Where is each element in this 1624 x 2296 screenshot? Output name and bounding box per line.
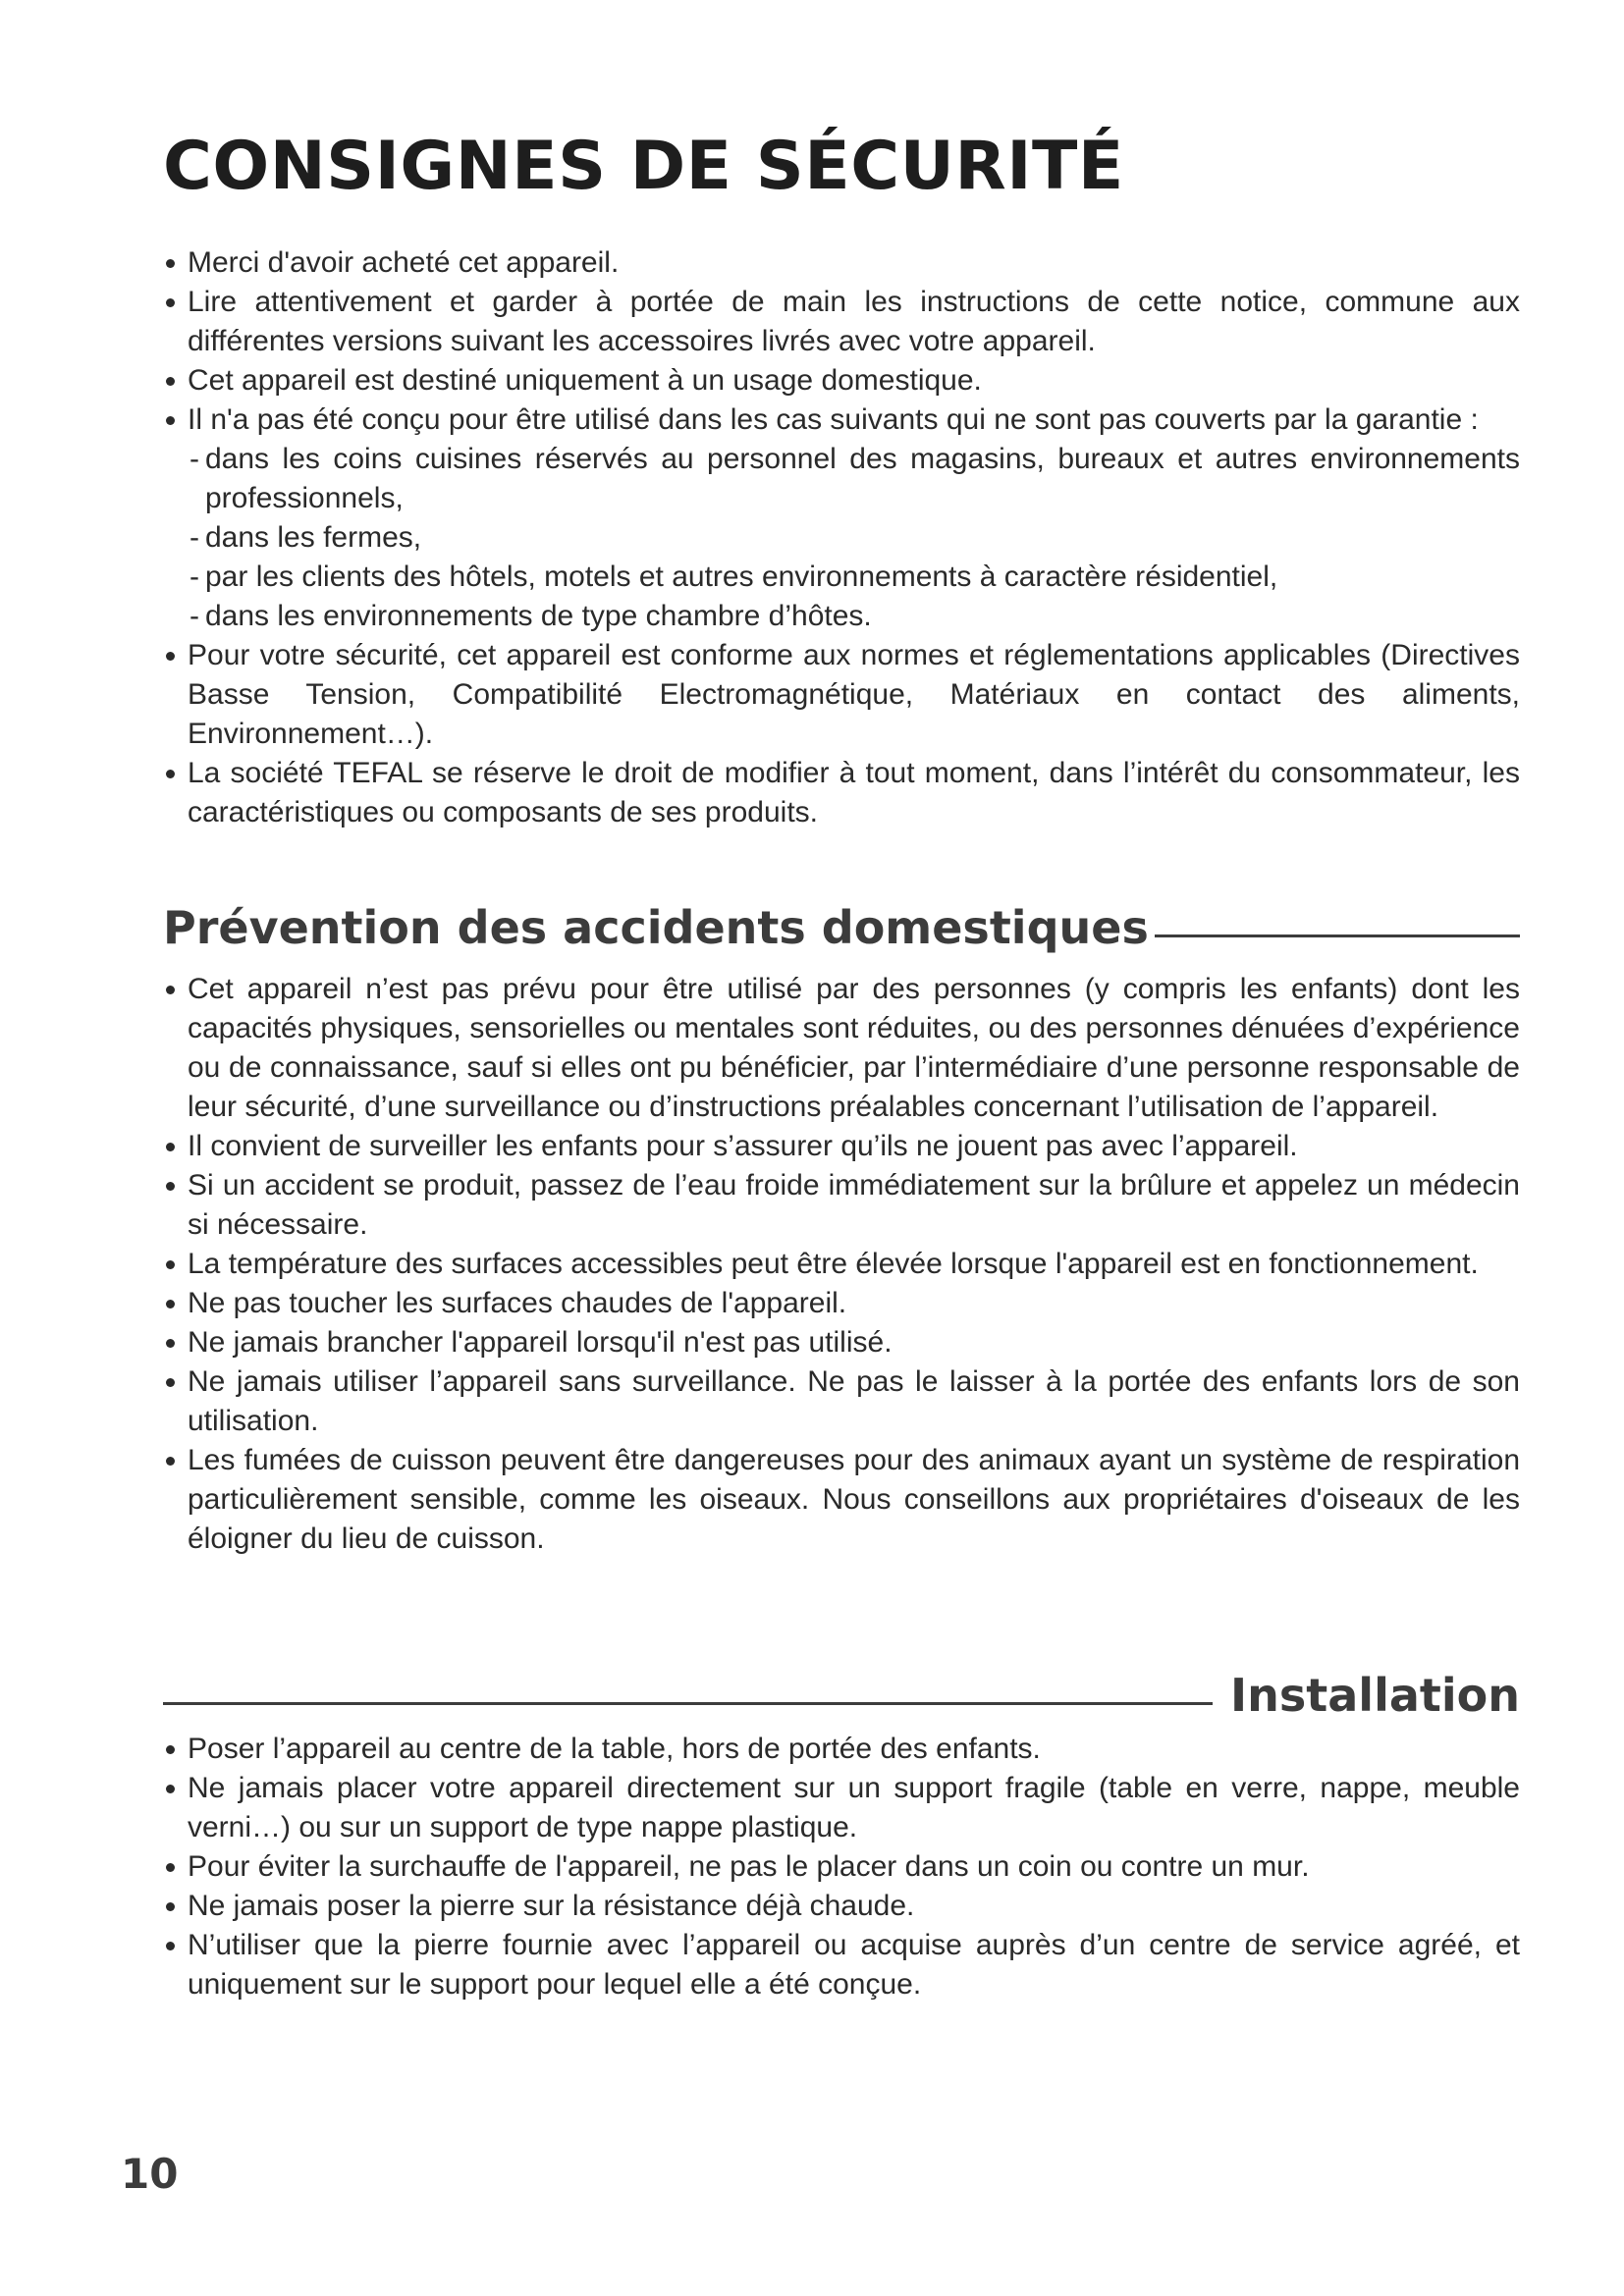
intro-list: [163, 243, 1520, 832]
installation-heading-text: Installation: [1230, 1669, 1520, 1722]
list-item-text: Poser l’appareil au centre de la table, hors de portée des enfants.: [188, 1733, 1041, 1765]
prevention-heading: [163, 901, 1520, 954]
list-item-text: N’utiliser que la pierre fournie avec l’appareil ou acquise auprès d’un centre de service agréé, et uniquement sur le support pour lequel elle a été conçue.: [188, 1929, 1520, 2001]
list-item-text: Il convient de surveiller les enfants pour s’assurer qu’ils ne jouent pas avec l’appareil.: [188, 1130, 1298, 1162]
list-item: [163, 1362, 1520, 1441]
sub-list-item: [188, 518, 1520, 558]
sub-list-item: [188, 440, 1520, 518]
list-item-text: Ne jamais brancher l'appareil lorsqu'il n'est pas utilisé.: [188, 1326, 893, 1359]
installation-section: [163, 1730, 1520, 2004]
heading-rule: [163, 1702, 1213, 1705]
list-item: [163, 1284, 1520, 1323]
list-item: [163, 1127, 1520, 1166]
list-item-text: La société TEFAL se réserve le droit de modifier à tout moment, dans l’intérêt du consommateur, les caractéristiques ou composants de ses produits.: [188, 757, 1520, 828]
list-item: [163, 1441, 1520, 1559]
list-item-text: Ne jamais poser la pierre sur la résistance déjà chaude.: [188, 1890, 915, 1922]
list-item-text: Si un accident se produit, passez de l’eau froide immédiatement sur la brûlure et appelez un médecin si nécessaire.: [188, 1169, 1520, 1241]
page-number: 10: [121, 2150, 179, 2198]
installation-heading: [163, 1669, 1520, 1722]
prevention-list: [163, 970, 1520, 1559]
sub-list-item-text: dans les environnements de type chambre d’hôtes.: [205, 600, 872, 632]
list-item: [163, 1847, 1520, 1887]
sub-list-item-text: dans les coins cuisines réservés au personnel des magasins, bureaux et autres environnements professionnels,: [205, 443, 1520, 514]
list-item: [163, 636, 1520, 754]
exclusion-list: [188, 440, 1520, 636]
list-item: [163, 1769, 1520, 1847]
list-item-text: La température des surfaces accessibles peut être élevée lorsque l'appareil est en fonctionnement.: [188, 1248, 1479, 1280]
list-item: [163, 283, 1520, 361]
page-title: CONSIGNES DE SÉCURITÉ: [163, 128, 1124, 205]
list-item: [163, 754, 1520, 832]
list-item: [163, 1730, 1520, 1769]
list-item-text: Cet appareil n’est pas prévu pour être utilisé par des personnes (y compris les enfants) dont les capacités physiques, sensorielles ou mentales sont réduites, ou des personnes dénuées d’expérience ou de connaissance, sauf si elles ont pu bénéficier, par l’intermédiaire d’une personne responsable de leur sécurité, d’une surveillance ou d’instructions préalables concernant l’utilisation de l’appareil.: [188, 973, 1520, 1123]
list-item: [163, 1166, 1520, 1245]
list-item-text: Ne jamais utiliser l’appareil sans surveillance. Ne pas le laisser à la portée des enfants lors de son utilisation.: [188, 1365, 1520, 1437]
list-item: [163, 243, 1520, 283]
heading-rule: [1155, 934, 1520, 937]
prevention-section: [163, 970, 1520, 1559]
list-item: [163, 400, 1520, 636]
list-item: [163, 1887, 1520, 1926]
sub-list-item: [188, 597, 1520, 636]
list-item-text: Cet appareil est destiné uniquement à un usage domestique.: [188, 364, 982, 397]
installation-list: [163, 1730, 1520, 2004]
sub-list-item-text: par les clients des hôtels, motels et autres environnements à caractère résidentiel,: [205, 561, 1278, 593]
list-item-text: Ne pas toucher les surfaces chaudes de l'appareil.: [188, 1287, 847, 1319]
list-item: [163, 1926, 1520, 2004]
list-item-text: Il n'a pas été conçu pour être utilisé dans les cas suivants qui ne sont pas couverts par la garantie :: [188, 403, 1479, 436]
list-item: [163, 361, 1520, 400]
list-item-text: Ne jamais placer votre appareil directement sur un support fragile (table en verre, nappe, meuble verni…) ou sur un support de type nappe plastique.: [188, 1772, 1520, 1843]
list-item-text: Les fumées de cuisson peuvent être dangereuses pour des animaux ayant un système de respiration particulièrement sensible, comme les oiseaux. Nous conseillons aux propriétaires d'oiseaux de les éloigner du lieu de cuisson.: [188, 1444, 1520, 1555]
list-item-text: Merci d'avoir acheté cet appareil.: [188, 246, 620, 279]
list-item: [163, 1245, 1520, 1284]
list-item: [163, 1323, 1520, 1362]
list-item-text: Lire attentivement et garder à portée de main les instructions de cette notice, commune aux différentes versions suivant les accessoires livrés avec votre appareil.: [188, 286, 1520, 357]
list-item-text: Pour votre sécurité, cet appareil est conforme aux normes et réglementations applicables (Directives Basse Tension, Compatibilité Electromagnétique, Matériaux en contact des aliments, Environnement…).: [188, 639, 1520, 750]
sub-list-item: [188, 558, 1520, 597]
list-item-text: Pour éviter la surchauffe de l'appareil, ne pas le placer dans un coin ou contre un mur.: [188, 1850, 1310, 1883]
prevention-heading-text: Prévention des accidents domestiques: [163, 901, 1149, 954]
sub-list-item-text: dans les fermes,: [205, 521, 422, 554]
intro-section: [163, 243, 1520, 832]
list-item: [163, 970, 1520, 1127]
